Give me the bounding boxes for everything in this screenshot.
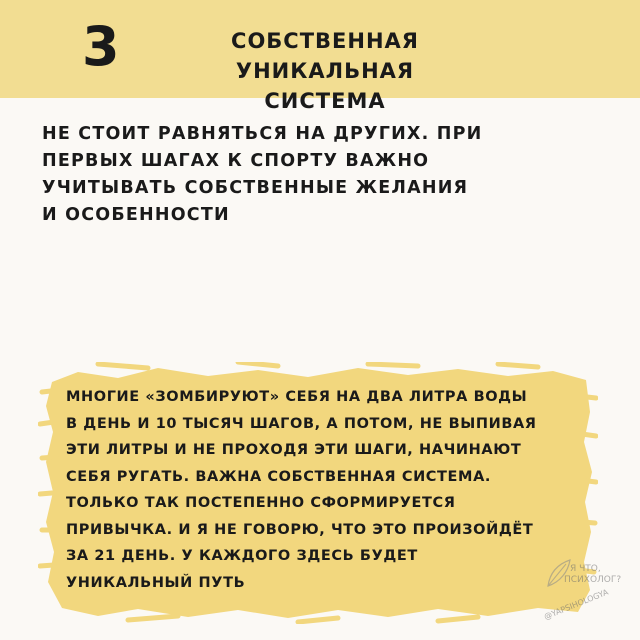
intro-line: НЕ СТОИТ РАВНЯТЬСЯ НА ДРУГИХ. ПРИ <box>42 124 483 144</box>
watermark-line-1: Я ЧТО, <box>570 564 601 574</box>
highlight-line: ЭТИ ЛИТРЫ И НЕ ПРОХОДЯ ЭТИ ШАГИ, НАЧИНАЮТ <box>66 442 522 458</box>
highlight-line: МНОГИЕ «ЗОМБИРУЮТ» СЕБЯ НА ДВА ЛИТРА ВОДЫ <box>66 389 528 405</box>
highlight-line: В ДЕНЬ И 10 ТЫСЯЧ ШАГОВ, А ПОТОМ, НЕ ВЫПИВАЯ <box>66 415 537 432</box>
intro-line: ПЕРВЫХ ШАГАХ К СПОРТУ ВАЖНО <box>42 151 430 171</box>
header-band <box>0 0 640 113</box>
highlight-line: ПРИВЫЧКА. И Я НЕ ГОВОРЮ, ЧТО ЭТО ПРОИЗОЙДЁТ <box>66 521 534 538</box>
watermark-handle: @YAPSIHOLOGYA <box>542 587 610 622</box>
highlight-text <box>66 384 586 596</box>
section-title-line-2: СИСТЕМА <box>264 89 386 113</box>
intro-line: УЧИТЫВАТЬ СОБСТВЕННЫЕ ЖЕЛАНИЯ <box>42 178 469 198</box>
section-title-line-1: СОБСТВЕННАЯ УНИКАЛЬНАЯ <box>231 29 419 83</box>
section-number: 3 <box>82 15 120 78</box>
section-title <box>140 26 510 116</box>
highlight-line: ЗА 21 ДЕНЬ. У КАЖДОГО ЗДЕСЬ БУДЕТ <box>66 548 418 564</box>
highlight-line: УНИКАЛЬНЫЙ ПУТЬ <box>66 574 246 591</box>
highlight-line: ТОЛЬКО ТАК ПОСТЕПЕННО СФОРМИРУЕТСЯ <box>66 495 456 511</box>
intro-text <box>42 121 602 229</box>
intro-line: И ОСОБЕННОСТИ <box>42 205 230 225</box>
leaf-icon <box>540 554 580 594</box>
watermark-line-2: ПСИХОЛОГ? <box>564 575 622 585</box>
watermark-logo <box>534 540 622 624</box>
highlight-line: СЕБЯ РУГАТЬ. ВАЖНА СОБСТВЕННАЯ СИСТЕМА. <box>66 468 491 485</box>
